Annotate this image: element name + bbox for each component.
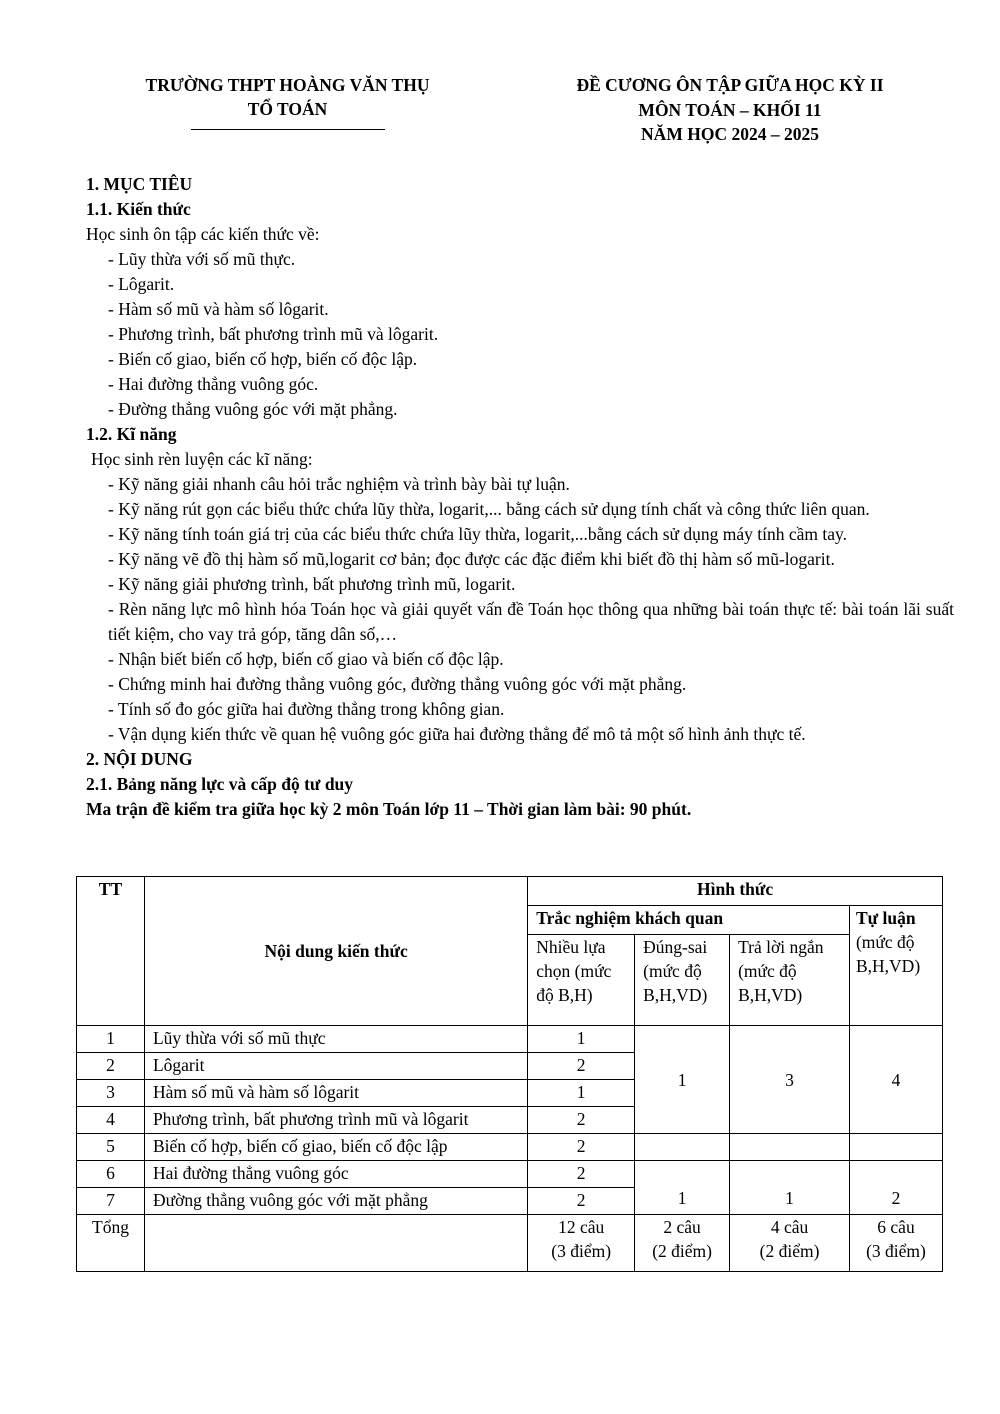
row-short-answer-empty <box>730 1134 850 1161</box>
row-content: Đường thẳng vuông góc với mặt phẳng <box>144 1188 527 1215</box>
skill-item: - Kỹ năng vẽ đồ thị hàm số mũ,logarit cơ bản; đọc được các đặc điểm khi biết đồ thị hàm số mũ-logarit. <box>108 549 835 569</box>
section-1-1-intro: Học sinh ôn tập các kiến thức về: <box>86 224 320 244</box>
matrix-caption: Ma trận đề kiểm tra giữa học kỳ 2 môn Toán lớp 11 – Thời gian làm bài: 90 phút. <box>86 799 692 819</box>
row-tt: 5 <box>77 1134 145 1161</box>
knowledge-item: - Đường thẳng vuông góc với mặt phẳng. <box>108 399 398 419</box>
header-objective: Trắc nghiệm khách quan <box>528 906 850 935</box>
total-label: Tổng <box>77 1215 145 1272</box>
table-row <box>77 1161 943 1188</box>
row-content: Hai đường thẳng vuông góc <box>144 1161 527 1188</box>
row-tt: 1 <box>77 1026 145 1053</box>
total-mc-count: 12 câu <box>558 1217 605 1237</box>
section-1-1-title: 1.1. Kiến thức <box>86 199 191 219</box>
skill-item: - Kỹ năng giải nhanh câu hỏi trắc nghiệm và trình bày bài tự luận. <box>108 474 570 494</box>
header-content: Nội dung kiến thức <box>144 877 527 1026</box>
knowledge-item: - Lũy thừa với số mũ thực. <box>108 249 296 269</box>
knowledge-item: - Biến cố giao, biến cố hợp, biến cố độc lập. <box>108 349 418 369</box>
header-form: Hình thức <box>528 877 943 906</box>
total-mc-points: (3 điểm) <box>551 1241 612 1261</box>
skill-item: - Kỹ năng rút gọn các biểu thức chứa lũy thừa, logarit,... bằng cách sử dụng tính chất và công thức liên quan. <box>108 499 870 519</box>
total-essay-points: (3 điểm) <box>866 1241 926 1261</box>
row-tt: 6 <box>77 1161 145 1188</box>
row-content: Phương trình, bất phương trình mũ và lôgarit <box>144 1107 527 1134</box>
row-mc: 2 <box>528 1161 635 1188</box>
section-1-2-intro: Học sinh rèn luyện các kĩ năng: <box>91 449 313 469</box>
document-header <box>535 73 925 147</box>
group1-true-false: 1 <box>635 1026 730 1134</box>
total-short-points: (2 điểm) <box>759 1241 820 1261</box>
document-body <box>86 172 954 822</box>
skill-item: - Kỹ năng giải phương trình, bất phương trình mũ, logarit. <box>108 574 516 594</box>
row-tt: 3 <box>77 1080 145 1107</box>
group2-short-answer: 1 <box>730 1161 850 1215</box>
section-1-title: 1. MỤC TIÊU <box>86 174 193 194</box>
document-title: ĐỀ CƯƠNG ÔN TẬP GIỮA HỌC KỲ II <box>576 75 884 95</box>
total-essay <box>849 1215 942 1272</box>
total-essay-count: 6 câu <box>877 1217 915 1237</box>
total-mc <box>528 1215 635 1272</box>
header-essay-title: Tự luận <box>855 908 916 928</box>
row-mc: 2 <box>528 1134 635 1161</box>
skill-item: - Rèn năng lực mô hình hóa Toán học và giải quyết vấn đề Toán học thông qua những bài toán thực tế: bài toán lãi suất tiết kiệm, cho vay trả góp, tăng dân số,… <box>108 599 954 644</box>
header-tt: TT <box>77 877 145 1026</box>
table-row <box>77 1026 943 1053</box>
row-true-false-empty <box>635 1134 730 1161</box>
group1-essay: 4 <box>849 1026 942 1134</box>
skill-item: - Nhận biết biến cố hợp, biến cố giao và biến cố độc lập. <box>108 649 504 669</box>
total-short <box>730 1215 850 1272</box>
row-content: Lũy thừa với số mũ thực <box>144 1026 527 1053</box>
header-essay <box>849 906 942 1026</box>
row-content: Lôgarit <box>144 1053 527 1080</box>
header-underline <box>191 129 385 130</box>
row-mc: 1 <box>528 1026 635 1053</box>
skill-item: - Kỹ năng tính toán giá trị của các biểu thức chứa lũy thừa, logarit,...bằng cách sử dụng máy tính cầm tay. <box>108 524 848 544</box>
skill-item: - Tính số đo góc giữa hai đường thẳng trong không gian. <box>108 699 505 719</box>
row-tt: 4 <box>77 1107 145 1134</box>
row-mc: 2 <box>528 1188 635 1215</box>
department-name: TỔ TOÁN <box>247 99 328 119</box>
row-mc: 1 <box>528 1080 635 1107</box>
total-content-empty <box>144 1215 527 1272</box>
total-tf-points: (2 điểm) <box>652 1241 712 1261</box>
total-short-count: 4 câu <box>770 1217 809 1237</box>
row-tt: 7 <box>77 1188 145 1215</box>
table-row <box>77 1134 943 1161</box>
knowledge-item: - Hàm số mũ và hàm số lôgarit. <box>108 299 329 319</box>
total-tf <box>635 1215 730 1272</box>
section-2-title: 2. NỘI DUNG <box>86 749 193 769</box>
skill-item: - Chứng minh hai đường thẳng vuông góc, đường thẳng vuông góc với mặt phẳng. <box>108 674 687 694</box>
total-tf-count: 2 câu <box>663 1217 701 1237</box>
row-mc: 2 <box>528 1053 635 1080</box>
header-multiple-choice: Nhiều lựa chọn (mức độ B,H) <box>528 935 635 1026</box>
skill-item: - Vận dụng kiến thức về quan hệ vuông góc giữa hai đường thẳng để mô tả một số hình ảnh thực tế. <box>108 724 806 744</box>
row-mc: 2 <box>528 1107 635 1134</box>
header-short-answer: Trả lời ngắn (mức độ B,H,VD) <box>730 935 850 1026</box>
knowledge-item: - Lôgarit. <box>108 274 175 294</box>
section-1-2-title: 1.2. Kĩ năng <box>86 424 177 444</box>
knowledge-item: - Phương trình, bất phương trình mũ và lôgarit. <box>108 324 439 344</box>
subject-grade: MÔN TOÁN – KHỐI 11 <box>638 99 822 120</box>
total-row <box>77 1215 943 1272</box>
row-content: Hàm số mũ và hàm số lôgarit <box>144 1080 527 1107</box>
school-name: TRƯỜNG THPT HOÀNG VĂN THỤ <box>145 75 430 95</box>
header-true-false: Đúng-sai (mức độ B,H,VD) <box>635 935 730 1026</box>
school-header <box>110 73 465 130</box>
group2-true-false: 1 <box>635 1161 730 1215</box>
row-content: Biến cố hợp, biến cố giao, biến cố độc lập <box>144 1134 527 1161</box>
group2-essay: 2 <box>849 1161 942 1215</box>
school-year: NĂM HỌC 2024 – 2025 <box>641 124 819 144</box>
header-essay-sub: (mức độ B,H,VD) <box>855 932 921 976</box>
exam-matrix-table <box>76 876 943 1272</box>
row-tt: 2 <box>77 1053 145 1080</box>
row-essay-empty <box>849 1134 942 1161</box>
knowledge-item: - Hai đường thẳng vuông góc. <box>108 374 319 394</box>
section-2-1-title: 2.1. Bảng năng lực và cấp độ tư duy <box>86 774 354 794</box>
group1-short-answer: 3 <box>730 1026 850 1134</box>
